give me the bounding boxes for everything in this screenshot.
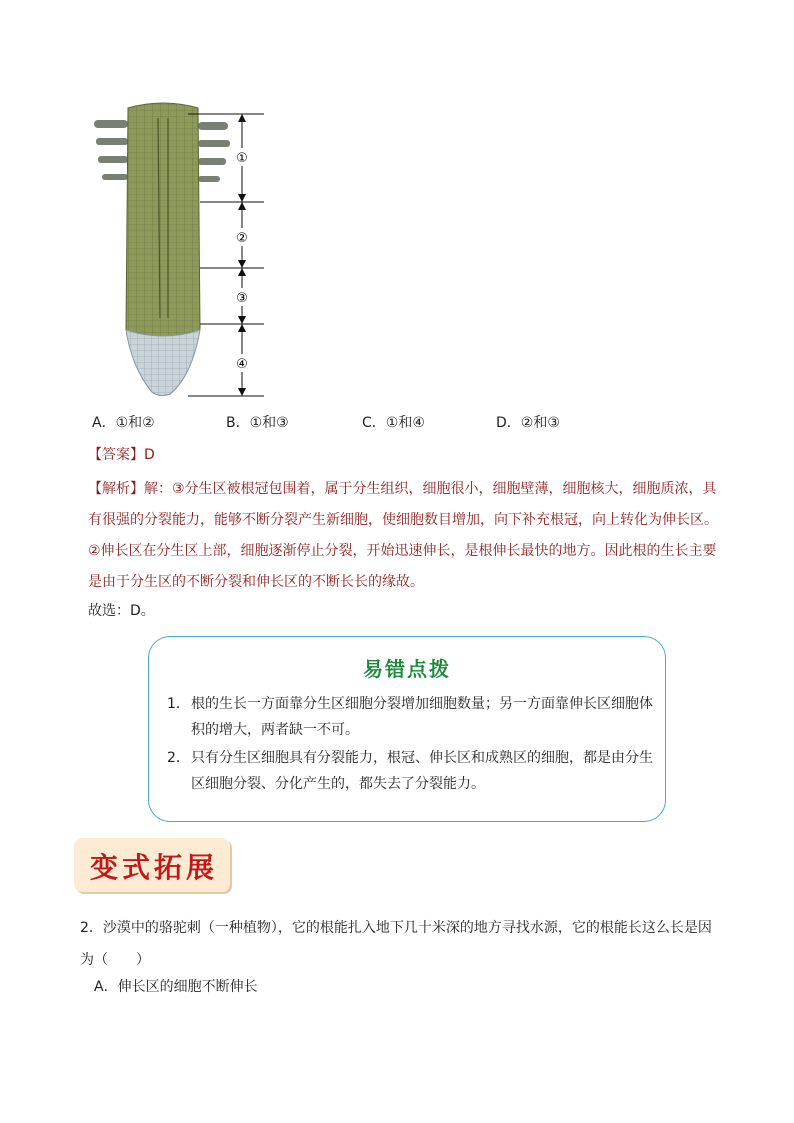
- answer-value: D: [144, 447, 155, 463]
- zone-label-2: ②: [236, 231, 248, 246]
- tip-item: [167, 691, 653, 743]
- tip-text: 根的生长一方面靠分生区细胞分裂增加细胞数量；另一方面靠伸长区细胞体积的增大，两者缺一不可。: [191, 696, 653, 738]
- option-b: B．①和③: [226, 415, 289, 431]
- option-c: C．①和④: [362, 415, 425, 431]
- zone-label-4: ④: [236, 357, 248, 372]
- option-d: D．②和③: [496, 415, 560, 431]
- tips-title: 易错点拨: [363, 657, 451, 681]
- answer-line: [88, 444, 155, 464]
- zone-label-3: ③: [236, 291, 248, 306]
- section-banner-title: 变式拓展: [90, 851, 219, 884]
- analysis-text: 解：③分生区被根冠包围着，属于分生组织，细胞很小，细胞壁薄，细胞核大，细胞质浓，具有很强的分裂能力，能够不断分裂产生新细胞，使细胞数目增加，向下补充根冠，向上转化为伸长区。②伸长区在分生区上部，细胞逐渐停止分裂，开始迅速伸长，是根伸长最快的地方。因此根的生长主要是由于分生区的不断分裂和伸长区的不断长长的缘故。: [88, 481, 718, 590]
- tips-list: [167, 691, 653, 799]
- section-banner: [74, 838, 230, 892]
- tips-box: [148, 636, 666, 822]
- question-2-stem: 2．沙漠中的骆驼刺（一种植物），它的根能扎入地下几十米深的地方寻找水源，它的根能长这么长是因为（ ）: [80, 920, 712, 968]
- tip-number: 1．: [167, 696, 190, 712]
- tip-number: 2．: [167, 750, 190, 766]
- zone-label-1: ①: [236, 151, 248, 166]
- root-tip-diagram: [88, 98, 278, 400]
- analysis-paragraph: [88, 474, 728, 598]
- root-tip-figure: [88, 98, 278, 400]
- tip-text: 只有分生区细胞具有分裂能力，根冠、伸长区和成熟区的细胞，都是由分生区细胞分裂、分化产生的，都失去了分裂能力。: [191, 750, 653, 792]
- tip-item: [167, 745, 653, 797]
- option-a: A．①和②: [92, 415, 155, 431]
- answer-tag: 【答案】: [88, 447, 144, 463]
- analysis-tag: 【解析】: [88, 481, 144, 497]
- final-choice: 故选：D。: [88, 603, 155, 619]
- question-2-option-a: A．伸长区的细胞不断伸长: [94, 979, 258, 995]
